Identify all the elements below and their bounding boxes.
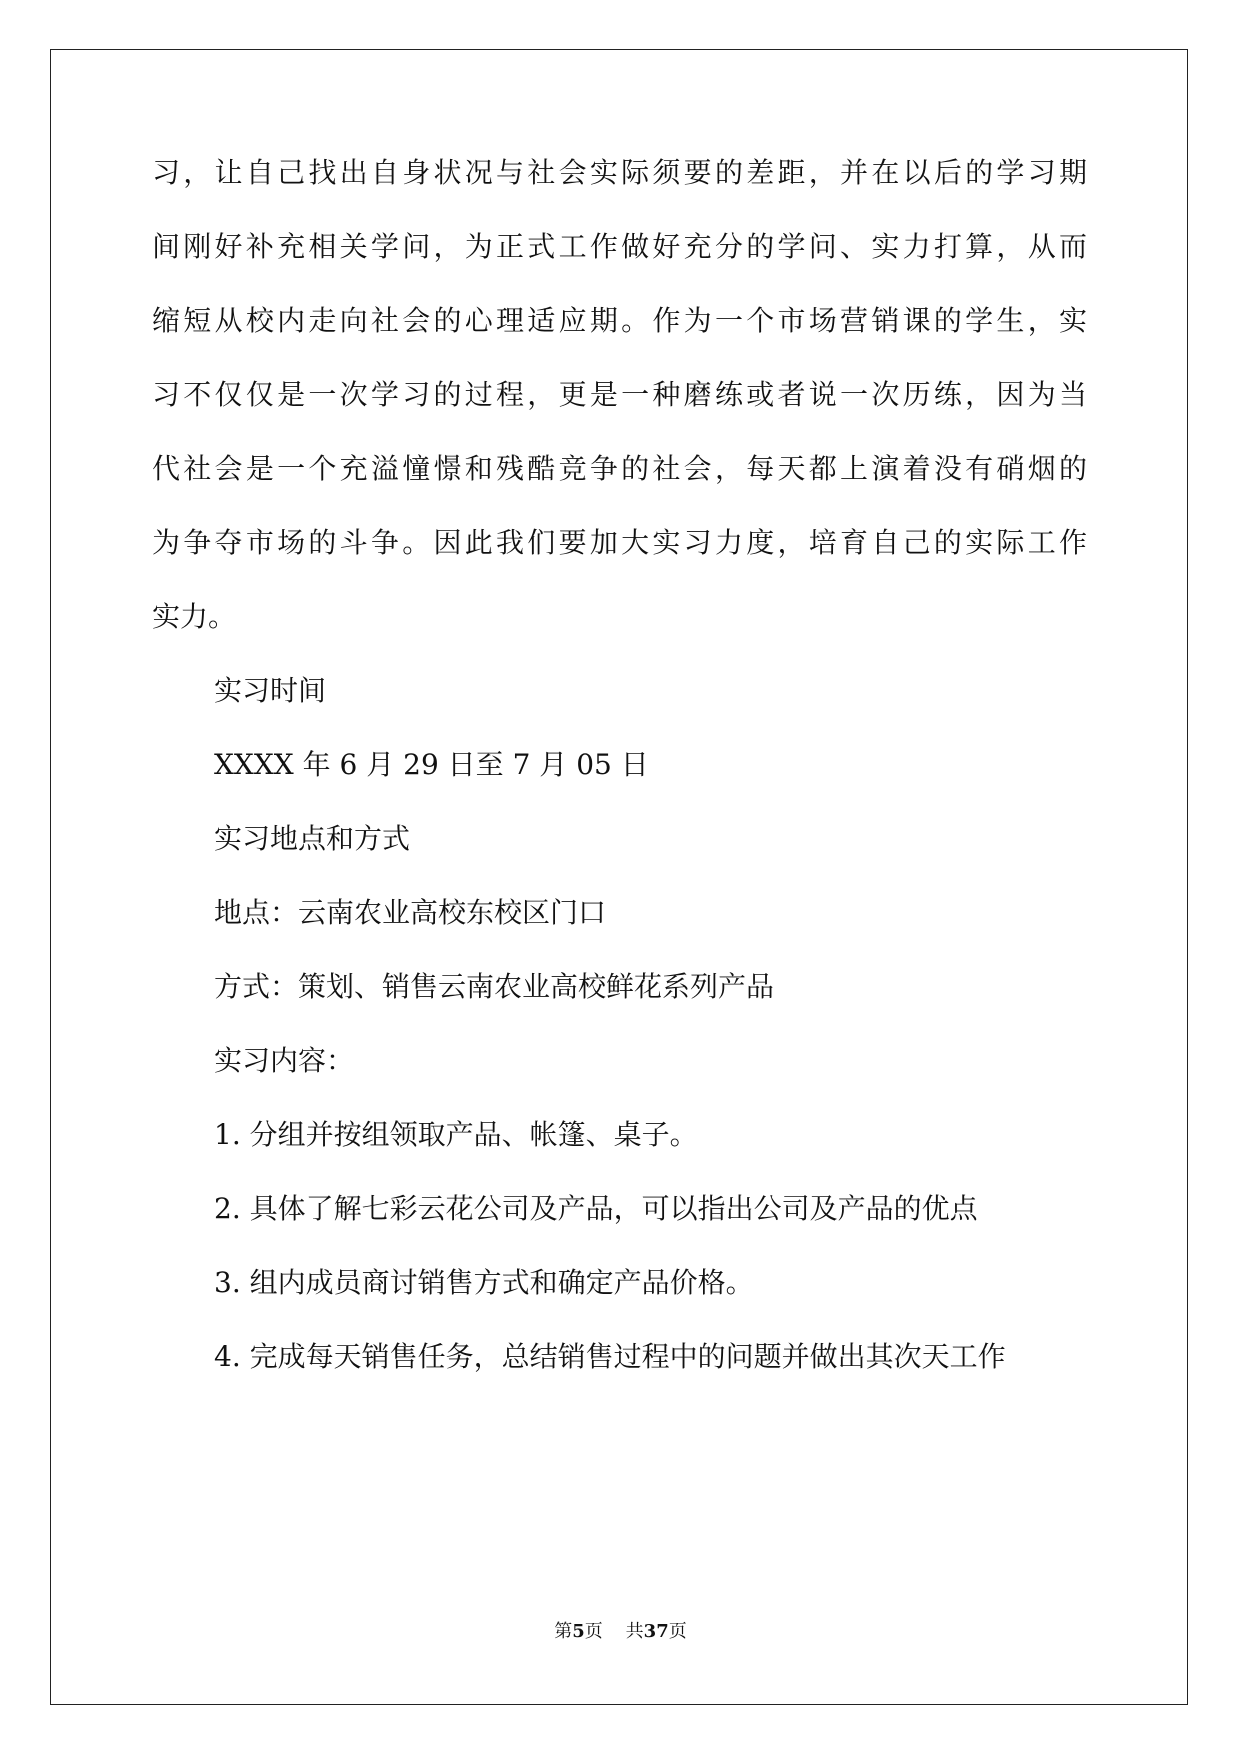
internship-time-heading: 实习时间 [214,674,327,707]
paragraph-line: 代社会是一个充溢憧憬和残酷竞争的社会，每天都上演着没有硝烟的 [152,452,1087,485]
footer-total-pages: 37 [643,1621,669,1642]
footer-page-prefix: 第 [554,1621,573,1642]
location-method-heading: 实习地点和方式 [214,822,411,855]
footer-page-suffix: 页 [584,1621,603,1642]
paragraph-line: 习，让自己找出自身状况与社会实际须要的差距，并在以后的学习期 [152,156,1087,189]
internship-time-value: XXXX 年 6 月 29 日至 7 月 05 日 [214,748,649,781]
footer-page-number: 5 [572,1621,585,1642]
paragraph-line: 为争夺市场的斗争。因此我们要加大实习力度，培育自己的实际工作 [152,526,1087,559]
location-line: 地点：云南农业高校东校区门口 [214,896,607,929]
page-footer [0,1620,1241,1644]
paragraph-line: 缩短从校内走向社会的心理适应期。作为一个市场营销课的学生，实 [152,304,1087,337]
paragraph-line: 习不仅仅是一次学习的过程，更是一种磨练或者说一次历练，因为当 [152,378,1087,411]
footer-total-suffix: 页 [668,1621,687,1642]
list-item: 4. 完成每天销售任务，总结销售过程中的问题并做出其次天工作 [214,1340,1006,1373]
paragraph-line: 间刚好补充相关学问，为正式工作做好充分的学问、实力打算，从而 [152,230,1087,263]
list-item: 3. 组内成员商讨销售方式和确定产品价格。 [214,1266,754,1299]
list-item: 2. 具体了解七彩云花公司及产品，可以指出公司及产品的优点 [214,1192,978,1225]
list-item: 1. 分组并按组领取产品、帐篷、桌子。 [214,1118,698,1151]
footer-total-prefix: 共 [625,1621,644,1642]
content-heading: 实习内容： [214,1044,355,1077]
method-line: 方式：策划、销售云南农业高校鲜花系列产品 [214,970,775,1003]
paragraph-line: 实力。 [152,600,237,633]
page-border [50,49,1188,1705]
